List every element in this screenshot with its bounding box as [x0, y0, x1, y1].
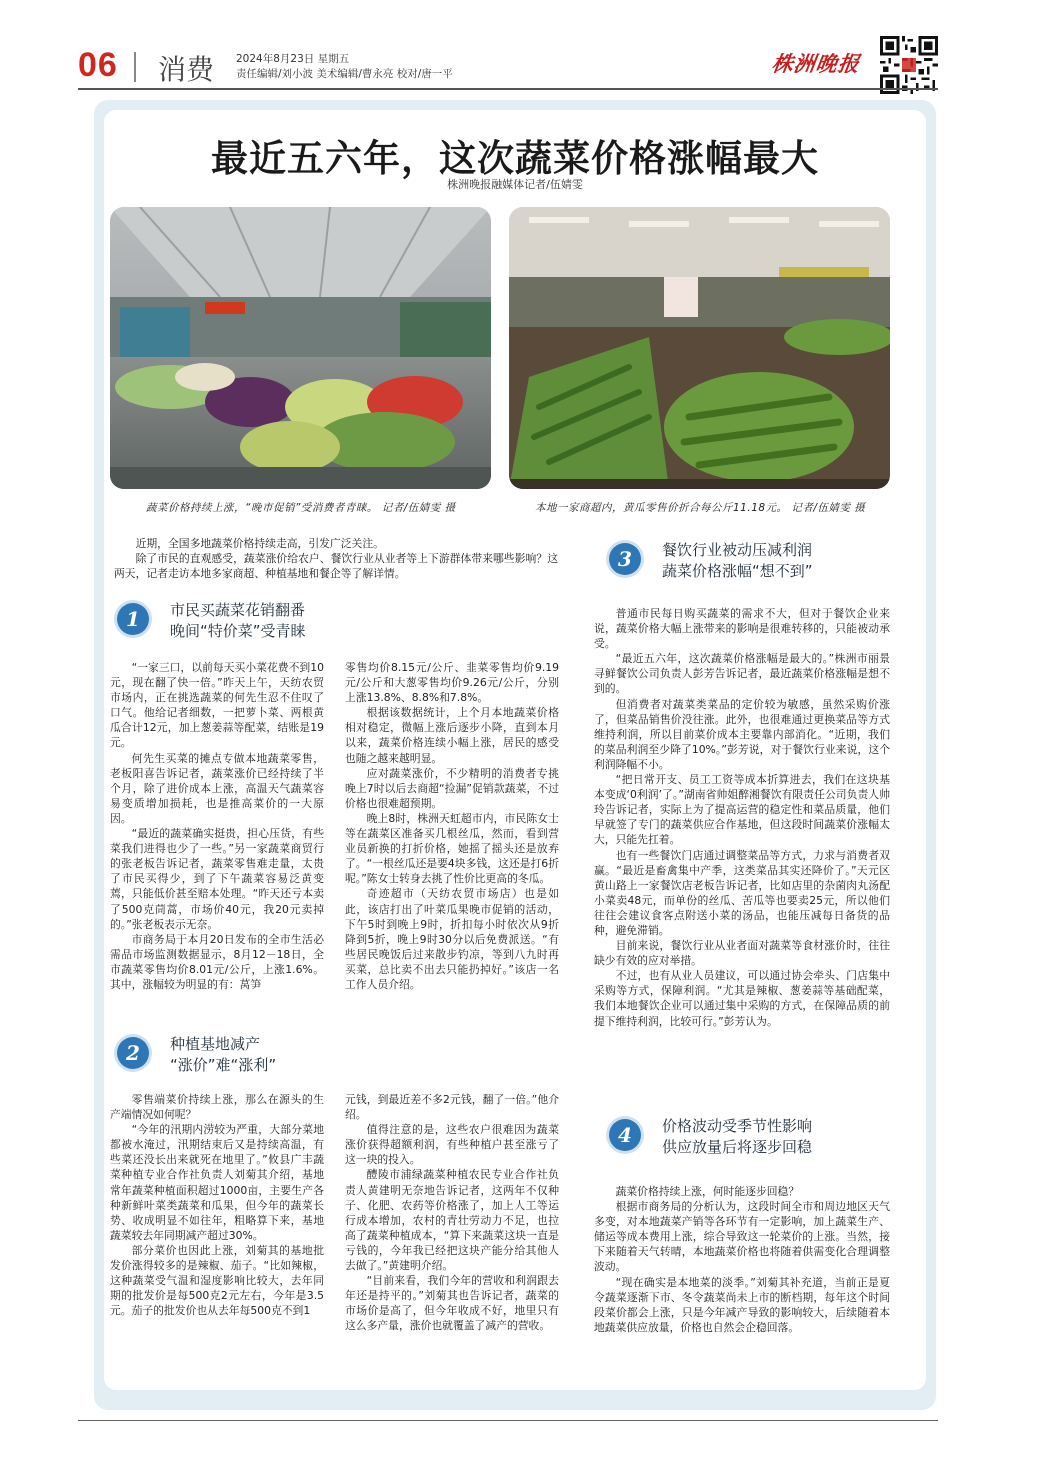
- photo-market-stalls: [110, 207, 491, 489]
- section-2-column-a: 零售端菜价持续上涨，那么在源头的生产端情况如何呢？ “今年的汛期内涝较为严重，大部分菜地都被水淹过，汛期结束后又是持续高温，有些菜还没长出来就死在地里了。”攸县广丰蔬菜种植专业合作社负责人刘菊其介绍，基地常年蔬菜种植面积超过1000亩，主要生产各种新鲜叶菜类蔬菜和瓜果，但今年的蔬菜长势、收成明显不如往年，粗略算下来，基地蔬菜较去年同期减产超过30%。 部分菜价也因此上涨，刘菊其的基地批发价涨得较多的是辣椒、茄子。“比如辣椒，这种蔬菜受气温和湿度影响比较大，去年同期的批发价是每500克2元左右，今年是3.5元。茄子的批发价也从去年每500克不到1: [110, 1093, 324, 1318]
- section-4-title: 价格波动受季节性影响 供应放量后将逐步回稳: [662, 1117, 813, 1156]
- intro-paragraph: 近期，全国多地蔬菜价格持续走高，引发广泛关注。: [135, 537, 384, 550]
- section-3-title: 餐饮行业被动压减利润 蔬菜价格涨幅“想不到”: [662, 541, 813, 580]
- section-3-badge: 3: [606, 540, 650, 582]
- intro-paragraph: 除了市民的直观感受，蔬菜涨价给农户、餐饮行业从业者等上下游群体带来哪些影响？这两天，记者走访本地多家商超、种植基地和餐企等了解详情。: [114, 552, 558, 581]
- section-1-title: 市民买蔬菜花销翻番 晚间“特价菜”受青睐: [170, 601, 306, 640]
- editors-line: 责任编辑/刘小波 美术编辑/曹永亮 校对/唐一平: [236, 68, 453, 80]
- section-4-body: 蔬菜价格持续上涨，何时能逐步回稳？ 根据市商务局的分析认为，这段时间全市和周边地区天气多变，对本地蔬菜产销等各环节有一定影响，加上蔬菜生产、储运等成本费用上涨，综合导致这一轮菜价的上涨。当然，接下来随着天气转晴，本地蔬菜价格也将随着供需变化合理调整波动。 “现在确实是本地菜的淡季。”刘菊其补充道，当前正是夏令蔬菜逐渐下市、冬令蔬菜尚未上市的断档期，每年这个时间段菜价都会上涨，只是今年减产导致的影响较大，后续随着本地蔬菜供应放量，价格也自然会企稳回落。: [594, 1185, 890, 1334]
- newspaper-logo: [766, 46, 866, 80]
- photo-right-caption: 本地一家商超内，黄瓜零售价折合每公斤11.18元。 记者/伍婧雯 摄: [535, 502, 866, 514]
- section-2-badge: 2: [114, 1034, 158, 1076]
- masthead-meta: [236, 52, 453, 82]
- section-name: 消费: [158, 53, 215, 86]
- section-3-body: 普通市民每日购买蔬菜的需求不大，但对于餐饮企业来说，蔬菜价格大幅上涨带来的影响是很难转移的，只能被动承受。 “最近五六年，这次蔬菜价格涨幅是最大的。”株洲市丽景寻鲜餐饮公司负责人彭芳告诉记者，最近蔬菜价格涨幅是想不到的。 但消费者对蔬菜类菜品的定价较为敏感，虽然采购价涨了，但菜品销售价没往涨。此外，也很难通过更换菜品等方式维持利润，所以目前菜价成本主要靠内部消化。“近期，我们的菜品利润至少降了10%。”彭芳说，对于餐饮行业来说，这个利润降幅不小。 “把日常开支、员工工资等成本折算进去，我们在这块基本变成‘0利润’了。”湖南省帅姐醉湘餐饮有限责任公司负责人帅玲告诉记者，实际上为了提高运营的稳定性和菜品质量，他们早就签了专门的蔬菜供应合作基地，但这段时间蔬菜价涨幅太大，只能先扛着。 也有一些餐饮门店通过调整菜品等方式，力求与消费者双赢。“最近是畜禽集中产季，这类菜品其实还降价了。”天元区黄山路上一家餐饮店老板告诉记者，比如店里的杂菌肉丸汤配小菜卖48元，而单份的丝瓜、苦瓜等也要卖25元，所以他们往往会建议食客点附送小菜的汤品，也能压减每日备货的品种，避免滞销。 目前来说，餐饮行业从业者面对蔬菜等食材涨价时，往往缺少有效的应对举措。 不过，也有从业人员建议，可以通过协会牵头、门店集中采购等方式，保障利润。“尤其是辣椒、葱姜蒜等基础配菜，我们本地餐饮企业可以通过集中采购的方式，在保障品质的前提下维持利润，比较可行。”彭芳认为。: [594, 607, 890, 1028]
- logo-text: 株洲晚报: [770, 51, 862, 76]
- article-byline: 株洲晚报融媒体记者/伍婧雯: [447, 178, 583, 191]
- section-4-heading: [606, 1116, 812, 1158]
- section-2-heading: [114, 1034, 276, 1076]
- section-1-heading: [114, 600, 306, 642]
- footer-rule: [78, 1420, 938, 1421]
- section-1-column-a: “一家三口，以前每天买小菜花费不到10元，现在翻了快一倍。”昨天上午，天纺农贸市场内，正在挑选蔬菜的何先生忍不住叹了口气。他给记者细数，一把萝卜菜、两根黄瓜合计12元，加上葱姜蒜等配菜，结账是19元。 何先生买菜的摊点专做本地蔬菜零售，老板阳喜告诉记者，蔬菜涨价已经持续了半个月，除了进价成本上涨，高温天气蔬菜容易变质增加损耗，也是推高菜价的一大原因。 “最近的蔬菜确实挺贵，担心压货，有些菜我们进得也少了一些。”另一家蔬菜商贸行的张老板告诉记者，蔬菜零售难走量，太贵了市民买得少，到了下午蔬菜容易泛黄变蔫，只能低价甚至赔本处理。“昨天还亏本卖了500克茼蒿，市场价40元，我20元卖掉的。”张老板表示无奈。 市商务局于本月20日发布的全市生活必需品市场监测数据显示，8月12－18日，全市蔬菜零售均价8.01元/公斤，上涨1.6%。其中，涨幅较为明显的有：莴笋: [110, 661, 324, 991]
- masthead-divider: [134, 52, 136, 82]
- qr-code-icon: [880, 36, 938, 94]
- article-intro: [114, 536, 558, 581]
- date-line: 2024年8月23日 星期五: [236, 53, 350, 65]
- masthead-rule: [78, 88, 938, 90]
- section-4-badge: 4: [606, 1116, 650, 1158]
- article-headline: 最近五六年，这次蔬菜价格涨幅最大: [211, 137, 819, 180]
- page-number: 06: [78, 46, 118, 84]
- section-1-badge: 1: [114, 600, 158, 642]
- section-3-heading: [606, 540, 813, 582]
- photo-left-caption: 蔬菜价格持续上涨，“晚市促销”受消费者青睐。 记者/伍婧雯 摄: [146, 502, 456, 514]
- section-2-title: 种植基地减产 “涨价”难“涨利”: [170, 1035, 277, 1074]
- section-2-column-b: 元钱，到最近差不多2元钱，翻了一倍。”他介绍。 值得注意的是，这些农户很难因为蔬菜涨价获得超额利润，有些种植户甚至涨亏了这一块的投入。 醴陵市浦绿蔬菜种植农民专业合作社负责人黄建明无奈地告诉记者，这两年不仅种子、化肥、农药等价格涨了，加上人工等运行成本增加，农村的青壮劳动力不足，也拉高了蔬菜种植成本，“算下来蔬菜这块一直是亏钱的，今年我已经把这块产能分给其他人去做了。”黄建明介绍。 “目前来看，我们今年的营收和利润跟去年还是持平的。”刘菊其也告诉记者，蔬菜的市场价是高了，但今年收成不好，地里只有这么多产量，涨价也就覆盖了减产的营收。: [345, 1093, 559, 1333]
- photo-cucumber-display: [509, 207, 890, 489]
- section-1-column-b: 零售均价8.15元/公斤、韭菜零售均价9.19元/公斤和大葱零售均价9.26元/公斤，分别上涨13.8%、8.8%和7.8%。 根据该数据统计，上个月本地蔬菜价格相对稳定，微幅上涨后逐步小降，直到本月以来，蔬菜价格连续小幅上涨，居民的感受也随之越来越明显。 应对蔬菜涨价，不少精明的消费者专挑晚上7时以后去商超“捡漏”促销款蔬菜，不过价格也很难超预期。 晚上8时，株洲天虹超市内，市民陈女士等在蔬菜区准备买几根丝瓜，然而，看到营业员新换的打折价格，她摇了摇头还是放弃了。“一根丝瓜还是要4块多钱，这还是打6折呢。”陈女士转身去挑了性价比更高的冬瓜。 奇迹超市（天纺农贸市场店）也是如此，该店打出了叶菜瓜果晚市促销的活动，下午5时到晚上9时，折扣每小时依次从9折降到5折，晚上9时30分以后免费派送。“有些居民晚饭后过来散步钓凉，等到八九时再买菜，总比卖不出去只能扔掉好。”该店一名工作人员介绍。: [345, 661, 559, 991]
